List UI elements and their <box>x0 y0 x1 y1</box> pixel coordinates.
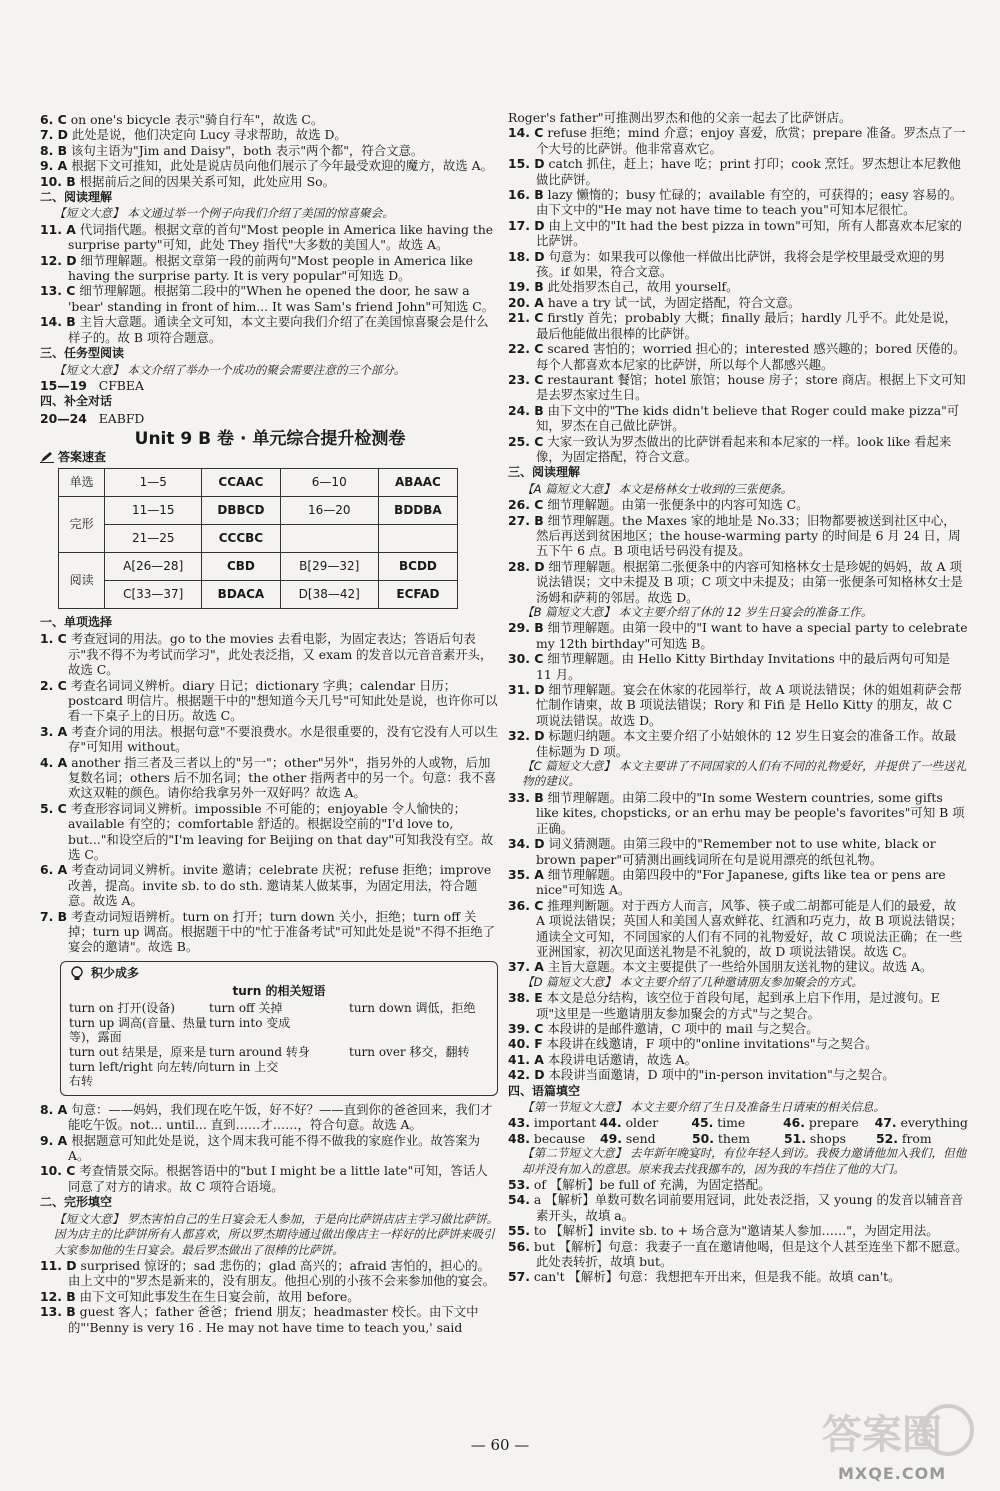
item-text: refuse 拒绝；mind 介意；enjoy 喜爱，欣赏；prepare 准备。罗杰点了一个大号的比萨饼。他非常喜欢它。 <box>536 125 966 156</box>
table-cell: CCCBC <box>202 524 280 552</box>
answer-item <box>40 1163 500 1194</box>
table-cell: 21—25 <box>105 524 202 552</box>
answer-item <box>508 218 968 249</box>
item-text: 细节理解题。根据文章第一段的前两句"Most people in America like having the surprise party. It is very popular"可知选 D。 <box>68 252 473 284</box>
item-number: 4. A <box>40 754 68 770</box>
item-text: 细节理解题。由第二段中的"In some Western countries, some gifts like kites, chopsticks, or an erhu may be people's favorites"可知 B 项正确。 <box>536 789 965 836</box>
tip-phrase: turn left/right 向左转/向右转 <box>69 1059 209 1089</box>
table-cell: 16—20 <box>280 496 378 524</box>
answer-item <box>508 1223 968 1238</box>
item-text: 细节理解题。由 Hello Kitty Birthday Invitations 中的最后两句可知是 11 月。 <box>536 651 951 682</box>
answer-item <box>508 110 968 125</box>
table-cell: BDDBA <box>378 496 457 524</box>
item-number: 18. D <box>508 248 545 264</box>
fill-2-items <box>508 1177 968 1285</box>
fill-word: shops <box>809 1130 846 1146</box>
fill-word: important <box>533 1115 597 1131</box>
item-text: 根据前后之间的因果关系可知，此处应用 So。 <box>79 173 335 189</box>
answer-item <box>40 314 500 345</box>
item-number: 6. A <box>40 862 68 878</box>
item-number: 19. B <box>508 279 544 295</box>
tip-box-title: turn 的相关短语 <box>232 983 326 998</box>
item-number: 13. B <box>40 1304 76 1320</box>
fill-number: 47. <box>874 1115 897 1131</box>
item-text: scared 害怕的；worried 担心的；interested 感兴趣的；bored 厌倦的。每个人都喜欢本尼家的比萨饼，所以每个人都感兴趣。 <box>536 341 966 372</box>
answer-item <box>40 143 500 158</box>
table-cell: 阅读 <box>59 552 105 608</box>
tip-line <box>69 1001 489 1016</box>
item-number: 29. B <box>508 620 544 636</box>
fill-number: 49. <box>600 1130 622 1146</box>
item-number: 32. D <box>508 728 545 744</box>
unit-title: Unit 9 B 卷 · 单元综合提升检测卷 <box>134 429 406 450</box>
lightbulb-icon <box>69 966 85 982</box>
fill-number: 48. <box>508 1130 530 1146</box>
table-cell: DBBCD <box>202 496 280 524</box>
table-cell: 11—15 <box>105 496 202 524</box>
item-text: 本段讲电话邀请，故选 A。 <box>547 1051 697 1067</box>
tip-phrase <box>349 1016 489 1045</box>
item-number: 11. A <box>40 221 76 237</box>
item-number: 42. D <box>508 1067 545 1083</box>
item-number: 40. F <box>508 1036 543 1052</box>
tip-box-head: 积少成多 <box>69 966 489 982</box>
answer-item <box>508 867 968 898</box>
answer-item <box>508 372 968 403</box>
answer-item <box>508 513 968 559</box>
tip-phrase: turn down 调低，拒绝 <box>349 1001 476 1016</box>
fill-word: them <box>717 1130 750 1146</box>
item-text: 由下文中的"The kids didn't believe that Roger could make pizza"可知，罗杰在自己做比萨饼。 <box>536 402 960 434</box>
cloze-items <box>40 1258 500 1335</box>
table-cell: 6—10 <box>280 468 378 496</box>
tip-line <box>69 1016 489 1045</box>
watermark-url: MXQE.COM <box>838 1464 947 1483</box>
later-items <box>40 1102 500 1194</box>
item-text: a 【解析】单数可数名词前要用冠词，此处表泛指，又 young 的发音以辅音音素开头，故填 a。 <box>533 1192 964 1223</box>
tip-box-lines <box>69 1001 489 1089</box>
answer-item <box>40 283 500 314</box>
fill-word: from <box>901 1130 932 1146</box>
item-text: 考查冠词的用法。go to the movies 去看电影，为固定表达；答语后句表示"我不得不为考试而学习"，此处表泛指，又 exam 的发音以元音音素开头，故选 C。 <box>68 631 493 678</box>
fill-word: time <box>717 1115 746 1131</box>
table-cell: CBD <box>202 552 280 580</box>
answer-item <box>508 187 968 218</box>
item-number: 12. D <box>40 252 77 268</box>
answer-item <box>508 836 968 867</box>
item-number: 3. A <box>40 723 68 739</box>
answer-item <box>508 959 968 974</box>
answer-item <box>508 125 968 156</box>
table-cell: 完形 <box>59 496 105 552</box>
answer-item <box>508 1239 968 1270</box>
fill-word: send <box>625 1130 656 1146</box>
answer-item <box>508 728 968 759</box>
item-number: 54. <box>508 1192 530 1208</box>
table-cell: ECFAD <box>378 580 457 608</box>
item-text: 细节理解题。根据第二张便条中的内容可知格林女士是珍妮的妈妈，故 A 项说法错误；文中未提及 B 项；C 项文中未提及；由第一张便条可知格林女士是汤姆和萨莉的邻居。故选 D。 <box>536 558 963 605</box>
item-number: 53. <box>508 1177 530 1193</box>
answer-item <box>508 1192 968 1223</box>
item-number: 23. C <box>508 371 544 387</box>
item-number: 33. B <box>508 789 544 805</box>
tip-line <box>69 1060 489 1089</box>
item-number: 25. C <box>508 433 544 449</box>
tip-phrase: turn off 关掉 <box>209 1001 283 1016</box>
item-number: 2. C <box>40 677 67 693</box>
fill-row <box>508 1115 968 1130</box>
reading-c-items <box>508 790 968 975</box>
table-row <box>59 524 458 552</box>
item-number: 8. B <box>40 142 68 158</box>
answer-item <box>40 222 500 253</box>
item-number: 9. A <box>40 1132 68 1148</box>
item-text: 句意：——妈妈，我们现在吃午饭，好不好？——直到你的爸爸回来，我们才能吃午饭。not... until... 直到……才……，符合句意。故选 A。 <box>68 1101 493 1133</box>
item-text: 本段讲在线邀请，F 项中的"online invitations"与之契合。 <box>546 1036 878 1052</box>
section-cloze-title: 二、完形填空 <box>40 1195 113 1210</box>
fill-row <box>508 1131 968 1146</box>
item-number: 14. B <box>40 314 76 330</box>
watermark-text: 答案圈 <box>822 1412 942 1458</box>
tip-line <box>69 1045 489 1060</box>
item-text: of 【解析】be full of 充满，为固定搭配。 <box>533 1177 771 1193</box>
table-cell: BDACA <box>202 580 280 608</box>
item-number: 30. C <box>508 651 544 667</box>
item-number: 56. <box>508 1238 530 1254</box>
table-cell: C[33—37] <box>105 580 202 608</box>
item-number: 34. D <box>508 836 545 852</box>
answer-item <box>508 310 968 341</box>
item-number: 17. D <box>508 217 545 233</box>
item-number: 28. D <box>508 558 545 574</box>
table-row <box>59 496 458 524</box>
fill-answer <box>691 1115 783 1130</box>
item-number: 16. B <box>508 187 544 203</box>
item-text: lazy 懒惰的；busy 忙碌的；available 有空的，可获得的；easy 容易的。由下文中的"He may not have time to teach you"可知本尼很忙。 <box>536 187 963 218</box>
table-cell: CCAAC <box>202 468 280 496</box>
answer-item <box>40 1102 500 1133</box>
fill-answer <box>600 1115 692 1130</box>
fill-1-answers <box>508 1115 968 1146</box>
answer-item <box>508 295 968 310</box>
reading-c-summary: 【C 篇短文大意】 本文主要讲了不同国家的人们有不同的礼物爱好，并提供了一些送礼物的建议。 <box>522 759 967 789</box>
answer-item <box>508 434 968 465</box>
item-text: 句意为：如果我可以像他一样做出比萨饼，我将会是学校里最受欢迎的男孩。if 如果，符合文意。 <box>536 248 946 280</box>
table-cell <box>378 524 457 552</box>
answer-item <box>508 682 968 728</box>
item-text: guest 客人；father 爸爸；friend 朋友；headmaster 校长。由下文中的"'Benny is very 16 . He may not have time to teach you,' said <box>68 1304 479 1335</box>
answer-item <box>40 174 500 189</box>
item-number: 57. <box>508 1269 530 1285</box>
item-text: can't 【解析】句意：我想把车开出来，但是我不能。故填 can't。 <box>533 1269 901 1285</box>
fill-answer <box>508 1115 600 1130</box>
fill-number: 44. <box>599 1115 622 1131</box>
item-text: 细节理解题。根据第二段中的"When he opened the door, he saw a 'bear' standing in front of him... It was Sam's friend John"可知选 C。 <box>68 283 495 314</box>
answer-table <box>58 468 458 609</box>
item-text: 代词指代题。根据文章的首句"Most people in America like having the surprise party"可知，此处 They 指代"大多数的美国人"。故选 A。 <box>68 221 494 253</box>
fill-word: older <box>625 1115 659 1131</box>
item-number: 14. C <box>508 125 544 141</box>
fill-word: prepare <box>808 1115 859 1131</box>
answer-item <box>508 1269 968 1284</box>
item-text: 根据题意可知此处是说，这个周末我可能不得不做我的家庭作业。故答案为 A。 <box>68 1132 481 1164</box>
answer-item <box>508 1052 968 1067</box>
item-text: 推理判断题。对于西方人而言，风筝、筷子或二胡都可能是人们的最爱，故 A 项说法错误；英国人和美国人喜欢鲜花、红酒和巧克力，故 B 项说法错误；通读全文可知，不同国家的人们有不同的礼物爱好，故 C 项说法正确；在一些亚洲国家，初次见面送礼物是不礼貌的，故 D 项说法错误。故选 C。 <box>536 897 963 959</box>
item-text: 考查名词词义辨析。diary 日记；dictionary 字典；calendar 日历；postcard 明信片。根据题干中的"想知道今天几号"可知此处是说，也许你可以看一下桌子上的日历。故选 C。 <box>68 677 498 724</box>
answer-item <box>40 127 500 142</box>
item-text: 本文是总分结构，该空位于首段句尾，起到承上启下作用，是过渡句。E 项"这里是一些邀请朋友参加聚会的方式"与之契合。 <box>536 990 940 1021</box>
answer-item <box>508 341 968 372</box>
item-text: 本段讲当面邀请，D 项中的"in-person invitation"与之契合。 <box>548 1067 895 1083</box>
item-number: 15. D <box>508 156 545 172</box>
item-text: 细节理解题。宴会在休家的花园举行，故 A 项说法错误；休的姐姐莉萨会帮忙制作请柬，故 B 项说法错误；Rory 和 Fifi 是 Hello Kitty 的朋友，故 C 项说法错误。故选 D。 <box>536 682 962 728</box>
item-text: 由上文中的"It had the best pizza in town"可知，所有人都喜欢本尼家的比萨饼。 <box>536 217 962 249</box>
section-read-title: 三、阅读理解 <box>508 465 581 480</box>
item-number: 7. D <box>40 127 68 143</box>
item-number: 13. C <box>40 283 76 299</box>
item-number: 10. B <box>40 173 76 189</box>
task-answer: 15—19 CFBEA <box>40 377 144 393</box>
answer-item <box>508 898 968 960</box>
item-text: 标题归纳题。本文主要介绍了小姑娘休的 12 岁生日宴会的准备工作。故最佳标题为 D 项。 <box>536 728 957 759</box>
item-number: 26. C <box>508 497 544 513</box>
answer-item <box>508 990 968 1021</box>
answer-item <box>40 158 500 173</box>
reading-items <box>40 222 500 345</box>
item-number: 38. E <box>508 990 543 1006</box>
table-cell: A[26—28] <box>105 552 202 580</box>
fill-number: 50. <box>692 1130 714 1146</box>
tip-phrase: turn around 转身 <box>209 1045 310 1060</box>
item-number: 9. A <box>40 158 68 174</box>
item-text: 考查形容词词义辨析。impossible 不可能的；enjoyable 令人愉快的；available 有空的；comfortable 舒适的。根据设空前的"I'd love to, but..."和设空后的"I'm leaving for Beijing on that day"可知我没有空。故选 C。 <box>68 800 494 863</box>
cloze-summary: 【短文大意】 罗杰害怕自己的生日宴会无人参加，于是向比萨饼店店主学习做比萨饼。因为店主的比萨饼所有人都喜欢，所以罗杰期待通过做出像店主一样好的比萨饼来吸引大家参加他的生日宴会。最后罗杰做出了很棒的比萨饼。 <box>54 1211 499 1257</box>
quick-check-label: 答案速查 <box>40 450 500 465</box>
tip-phrase: turn on 打开(设备) <box>69 1001 175 1016</box>
fill-number: 45. <box>691 1115 714 1131</box>
answer-item <box>508 249 968 280</box>
table-cell: BCDD <box>378 552 457 580</box>
item-number: 5. C <box>40 800 67 816</box>
answer-item <box>40 253 500 284</box>
left-column <box>40 112 500 1335</box>
item-number: 37. A <box>508 959 544 975</box>
item-number: 27. B <box>508 512 544 528</box>
answer-item <box>508 559 968 605</box>
left-top-items <box>40 112 500 189</box>
item-text: have a try 试一试，为固定搭配，符合文意。 <box>547 294 801 310</box>
item-text: 本段讲的是邮件邀请，C 项中的 mail 与之契合。 <box>547 1020 819 1036</box>
item-number: 24. B <box>508 402 544 418</box>
fill-answer <box>508 1131 600 1146</box>
fill-number: 51. <box>784 1130 806 1146</box>
item-text: 细节理解题。由第四段中的"For Japanese, gifts like tea or pens are nice"可知选 A。 <box>536 866 946 898</box>
item-number: 21. C <box>508 310 544 326</box>
item-number: 36. C <box>508 897 544 913</box>
reading-d-summary: 【D 篇短文大意】 本文主要介绍了几种邀请朋友参加聚会的方式。 <box>522 974 863 989</box>
fill-answer <box>876 1131 968 1146</box>
tip-phrase: turn up 调高(音量、热量等)，露面 <box>69 1015 207 1045</box>
fill-word: everything <box>900 1115 968 1131</box>
answer-item <box>508 1067 968 1082</box>
answer-item <box>40 724 500 755</box>
item-text: Roger's father"可推测出罗杰和他的父亲一起去了比萨饼店。 <box>508 110 852 125</box>
reading-b-items <box>508 620 968 759</box>
answer-item <box>508 279 968 294</box>
answer-item <box>508 1021 968 1036</box>
item-text: catch 抓住，赶上；have 吃；print 打印；cook 烹饪。罗杰想让本尼教他做比萨饼。 <box>536 156 961 187</box>
item-text: on one's bicycle 表示"骑自行车"，故选 C。 <box>70 112 324 127</box>
item-text: to 【解析】invite sb. to + 场合意为"邀请某人参加……"，为固定用法。 <box>533 1223 939 1239</box>
single-items <box>40 631 500 955</box>
item-text: another 指三者及三者以上的"另一"；other"另外"，指另外的人或物，后加复数名词；others 后不加名词；the other 指两者中的另一个。句意：我不喜欢这双鞋的颜色。请你给我拿另外一双好吗？故选 A。 <box>68 754 496 801</box>
item-text: 此处指罗杰自己，故用 yourself。 <box>547 279 739 295</box>
fill-number: 52. <box>876 1130 898 1146</box>
item-text: 主旨大意题。本文主要提供了一些给外国朋友送礼物的建议。故选 A。 <box>547 959 933 975</box>
answer-item <box>40 801 500 863</box>
item-number: 1. C <box>40 631 67 647</box>
fill-1-summary: 【第一节短文大意】 本文主要介绍了生日及准备生日请柬的相关信息。 <box>522 1100 886 1114</box>
item-number: 31. D <box>508 682 545 698</box>
item-number: 11. D <box>40 1257 77 1273</box>
answer-item <box>508 156 968 187</box>
item-text: 该句主语为"Jim and Daisy"，both 表示"两个都"，符合文意。 <box>71 142 424 158</box>
answer-item <box>40 1304 500 1335</box>
tip-phrase: turn over 移交，翻转 <box>349 1045 470 1060</box>
fill-answer <box>783 1115 875 1130</box>
item-number: 8. A <box>40 1101 68 1117</box>
answer-item <box>40 631 500 677</box>
fill-number: 46. <box>782 1115 805 1131</box>
item-number: 6. C <box>40 112 67 127</box>
item-text: 由下文可知此事发生在生日宴会前，故用 before。 <box>79 1288 360 1304</box>
item-number: 7. B <box>40 908 68 924</box>
answer-item <box>40 909 500 955</box>
answer-item <box>508 790 968 836</box>
item-text: 此处是说，他们决定向 Lucy 寻求帮助，故选 D。 <box>71 127 347 143</box>
section-single-title: 一、单项选择 <box>40 614 113 629</box>
item-text: surprised 惊讶的；sad 悲伤的；glad 高兴的；afraid 害怕的，担心的。由上文中的"罗杰是新来的，没有朋友。他担心别的小孩不会来参加他的宴会。 <box>68 1257 495 1289</box>
fill-2-summary: 【第二节短文大意】 去年新年晚宴时，有位年轻人到访。我极力邀请他加入我们，但他却并没有加入的意思。原来我去找我挪车的，因为我的车挡住了他的大门。 <box>522 1146 967 1176</box>
item-number: 22. C <box>508 341 544 357</box>
table-cell: B[29—32] <box>280 552 378 580</box>
right-column <box>508 110 968 1285</box>
answer-item <box>508 1036 968 1051</box>
item-number: 41. A <box>508 1051 544 1067</box>
table-cell: D[38—42] <box>280 580 378 608</box>
reading-a-summary: 【A 篇短文大意】 本文是格林女士收到的三张便条。 <box>522 481 793 496</box>
item-text: 细节理解题。由第一段中的"I want to have a special party to celebrate my 12th birthday"可知选 B。 <box>536 620 968 651</box>
fill-number: 43. <box>508 1115 530 1131</box>
tip-phrase: turn out 结果是，原来是 <box>69 1045 207 1060</box>
tip-phrase: turn into 变成 <box>209 1015 291 1030</box>
right-top-items <box>508 110 968 464</box>
answer-item <box>40 862 500 908</box>
answer-item <box>508 620 968 651</box>
pen-icon <box>40 451 54 463</box>
item-number: 39. C <box>508 1020 544 1036</box>
task-summary: 【短文大意】 本文介绍了举办一个成功的聚会需要注意的三个部分。 <box>54 362 406 377</box>
table-row <box>59 580 458 608</box>
item-text: 词义猜测题。由第三段中的"Remember not to use white, black or brown paper"可猜测出画线词所在句是说用漂亮的纸包礼物。 <box>536 836 936 867</box>
section-dialogue-title: 四、补全对话 <box>40 394 113 409</box>
item-text: 大家一致认为罗杰做出的比萨饼看起来和本尼家的一样。look like 看起来像，为固定搭配，符合文意。 <box>536 433 952 464</box>
item-number: 35. A <box>508 866 544 882</box>
item-text: firstly 首先；probably 大概；finally 最后；hardly 几乎不。此处是说，最后他能做出很棒的比萨饼。 <box>536 310 957 341</box>
answer-item <box>508 403 968 434</box>
section-task-title: 三、任务型阅读 <box>40 346 125 361</box>
item-text: restaurant 餐馆；hotel 旅馆；house 房子；store 商店。根据上下文可知是去罗杰家过生日。 <box>536 371 966 403</box>
answer-item <box>40 1133 500 1164</box>
fill-answer <box>784 1131 876 1146</box>
page-number: — 60 — <box>470 1436 530 1454</box>
item-text: but 【解析】句意：我妻子一直在邀请他喝，但是这个人甚至连坐下都不愿意。此处表转折，故填 but。 <box>533 1238 968 1270</box>
item-text: 考查情景交际。根据答语中的"but I might be a little late"可知，答话人同意了对方的请求。故 C 项符合语境。 <box>68 1163 488 1194</box>
reading-d-items <box>508 990 968 1082</box>
item-number: 10. C <box>40 1163 76 1179</box>
table-cell <box>280 524 378 552</box>
fill-answer <box>692 1131 784 1146</box>
answer-item <box>40 1289 500 1304</box>
tip-box <box>60 961 498 1096</box>
table-row <box>59 552 458 580</box>
answer-item <box>40 755 500 801</box>
item-text: 考查动词词义辨析。invite 邀请；celebrate 庆祝；refuse 拒绝；improve 改善，提高。invite sb. to do sth. 邀请某人做某事，为固定用法，符合题意。故选 A。 <box>68 862 492 909</box>
answer-item <box>40 112 500 127</box>
answer-item <box>508 1177 968 1192</box>
table-cell: 单选 <box>59 468 105 496</box>
answer-item <box>40 1258 500 1289</box>
fill-answer <box>600 1131 692 1146</box>
answer-item <box>508 651 968 682</box>
item-number: 20. A <box>508 294 544 310</box>
item-number: 55. <box>508 1223 530 1239</box>
reading-a-items <box>508 497 968 605</box>
item-text: 细节理解题。the Maxes 家的地址是 No.33；旧物都要被送到社区中心，然后再送到贫困地区；the house-warming party 的时间是 6 月 24 日，周五下午 6 点。B 项电话号码没有提及。 <box>536 512 961 559</box>
section-fill-title: 四、语篇填空 <box>508 1083 581 1098</box>
tip-phrase: turn in 上交 <box>209 1059 279 1074</box>
tip-phrase <box>349 1060 489 1089</box>
fill-answer <box>875 1115 968 1130</box>
table-cell: ABAAC <box>378 468 457 496</box>
fill-word: because <box>533 1130 586 1146</box>
item-text: 考查介词的用法。根据句意"不要浪费水。水是很重要的，没有它没有人可以生存"可知用 without。 <box>68 723 499 755</box>
table-row <box>59 468 458 496</box>
item-text: 根据下文可推知，此处是说店员向他们展示了今年最受欢迎的魔方，故选 A。 <box>71 158 493 174</box>
dialogue-answer: 20—24 EABFD <box>40 410 145 426</box>
reading-summary: 【短文大意】 本文通过举一个例子向我们介绍了美国的惊喜聚会。 <box>54 206 394 221</box>
section-reading-title: 二、阅读理解 <box>40 190 113 205</box>
answer-item <box>508 497 968 512</box>
item-text: 细节理解题。由第一张便条中的内容可知选 C。 <box>547 497 809 513</box>
item-text: 主旨大意题。通读全文可知，本文主要向我们介绍了在美国惊喜聚会是什么样子的。故 B 项符合题意。 <box>68 314 489 345</box>
answer-item <box>40 678 500 724</box>
reading-b-summary: 【B 篇短文大意】 本文主要介绍了休的 12 岁生日宴会的准备工作。 <box>522 605 873 619</box>
table-cell: 1—5 <box>105 468 202 496</box>
item-number: 12. B <box>40 1288 76 1304</box>
item-text: 考查动词短语辨析。turn on 打开；turn down 关小，拒绝；turn off 关掉；turn up 调高。根据题干中的"忙于准备考试"可知此处是说"不得不拒绝了宴会的邀请"。故选 B。 <box>68 908 496 955</box>
